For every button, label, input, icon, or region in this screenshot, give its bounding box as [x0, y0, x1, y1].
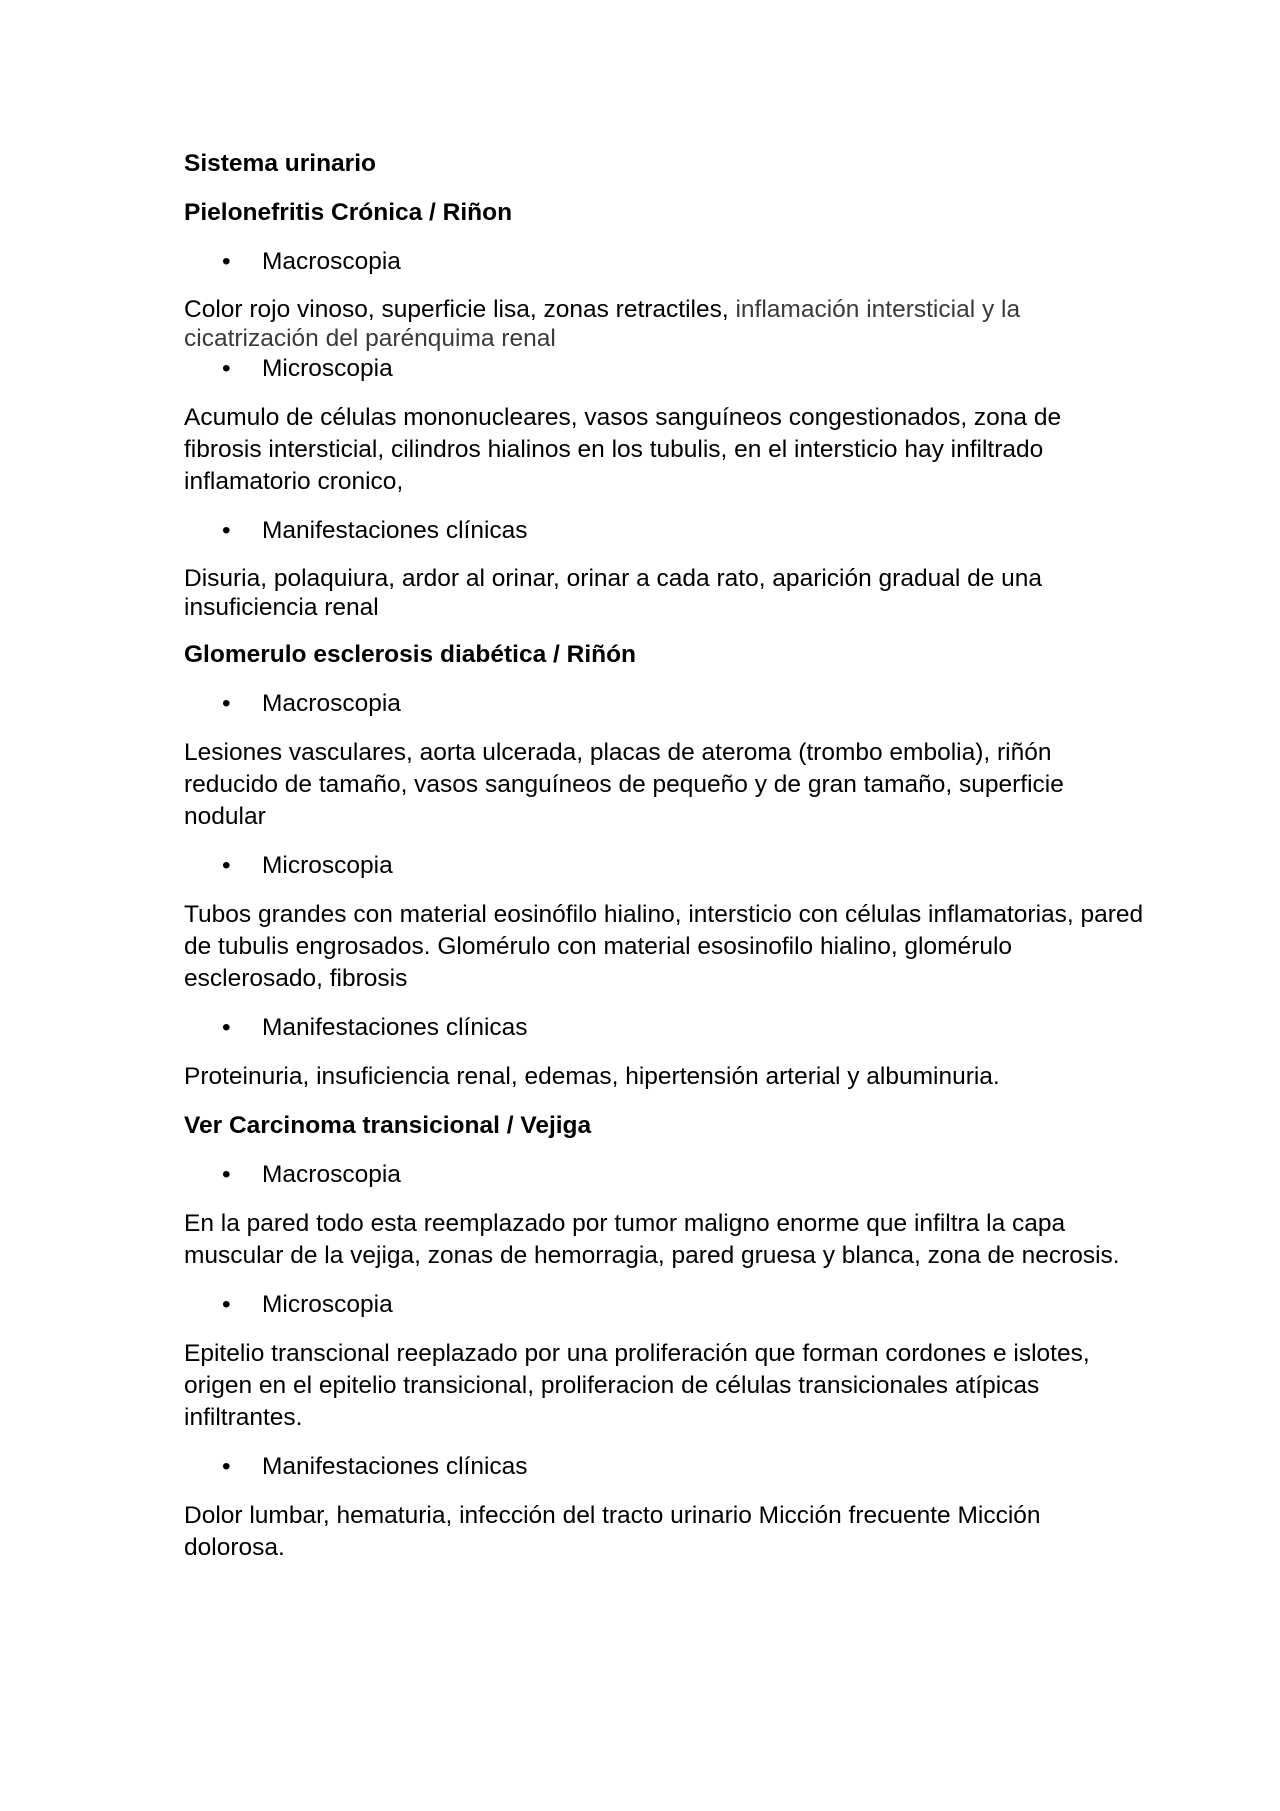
bullet-item: [184, 1159, 1144, 1191]
bullet-dot-icon: •: [222, 690, 231, 717]
bullet-dot-icon: •: [222, 1291, 231, 1318]
bullet-item: [184, 1289, 1144, 1321]
bullet-item: [184, 688, 1144, 720]
bullet-dot-icon: •: [222, 852, 231, 879]
bullet-label: Microscopia: [262, 852, 393, 879]
section-heading-carcinoma: Ver Carcinoma transicional / Vejiga: [184, 1112, 592, 1139]
paragraph: Epitelio transcional reeplazado por una proliferación que forman cordones e islotes, origen en el epitelio transicional, proliferacion de células transicionales atípicas infiltrantes.: [184, 1340, 1090, 1431]
bullet-dot-icon: •: [222, 248, 231, 275]
bullet-dot-icon: •: [222, 1453, 231, 1480]
bullet-dot-icon: •: [222, 355, 231, 382]
section-heading-pielonefritis: Pielonefritis Crónica / Riñon: [184, 199, 513, 226]
bullet-label: Macroscopia: [262, 248, 401, 275]
paragraph: [184, 295, 1144, 353]
bullet-item: [184, 515, 1144, 547]
paragraph: Lesiones vasculares, aorta ulcerada, placas de ateroma (trombo embolia), riñón reducido de tamaño, vasos sanguíneos de pequeño y de gran tamaño, superficie nodular: [184, 739, 1064, 830]
bullet-item: [184, 246, 1144, 278]
bullet-label: Manifestaciones clínicas: [262, 1453, 528, 1480]
bullet-item: [184, 850, 1144, 882]
paragraph: En la pared todo esta reemplazado por tumor maligno enorme que infiltra la capa muscular de la vejiga, zonas de hemorragia, pared gruesa y blanca, zona de necrosis.: [184, 1210, 1120, 1269]
bullet-dot-icon: •: [222, 1014, 231, 1041]
paragraph: Proteinuria, insuficiencia renal, edemas, hipertensión arterial y albuminuria.: [184, 1063, 1000, 1090]
bullet-dot-icon: •: [222, 517, 231, 544]
document-page: [184, 148, 1144, 1581]
bullet-label: Microscopia: [262, 1291, 393, 1318]
paragraph: Tubos grandes con material eosinófilo hialino, intersticio con células inflamatorias, pared de tubulis engrosados. Glomérulo con material esosinofilo hialino, glomérulo esclerosado, fibrosis: [184, 901, 1144, 992]
bullet-label: Macroscopia: [262, 690, 401, 717]
bullet-item: [184, 353, 1144, 385]
bullet-label: Manifestaciones clínicas: [262, 1014, 528, 1041]
document-title: Sistema urinario: [184, 150, 376, 177]
bullet-item: [184, 1451, 1144, 1483]
bullet-dot-icon: •: [222, 1161, 231, 1188]
bullet-label: Microscopia: [262, 355, 393, 382]
paragraph-text-grey: inflamación intersticial y la cicatrización del parénquima renal: [184, 296, 1021, 352]
bullet-label: Macroscopia: [262, 1161, 401, 1188]
paragraph: Acumulo de células mononucleares, vasos sanguíneos congestionados, zona de fibrosis intersticial, cilindros hialinos en los tubulis, en el intersticio hay infiltrado inflamatorio cronico,: [184, 404, 1062, 495]
section-heading-glomerulo: Glomerulo esclerosis diabética / Riñón: [184, 641, 637, 668]
bullet-label: Manifestaciones clínicas: [262, 517, 528, 544]
bullet-item: [184, 1012, 1144, 1044]
paragraph: Disuria, polaquiura, ardor al orinar, orinar a cada rato, aparición gradual de una insuficiencia renal: [184, 565, 1043, 621]
paragraph: Dolor lumbar, hematuria, infección del tracto urinario Micción frecuente Micción dolorosa.: [184, 1502, 1041, 1561]
paragraph-text: Color rojo vinoso, superficie lisa, zonas retractiles,: [184, 296, 736, 323]
